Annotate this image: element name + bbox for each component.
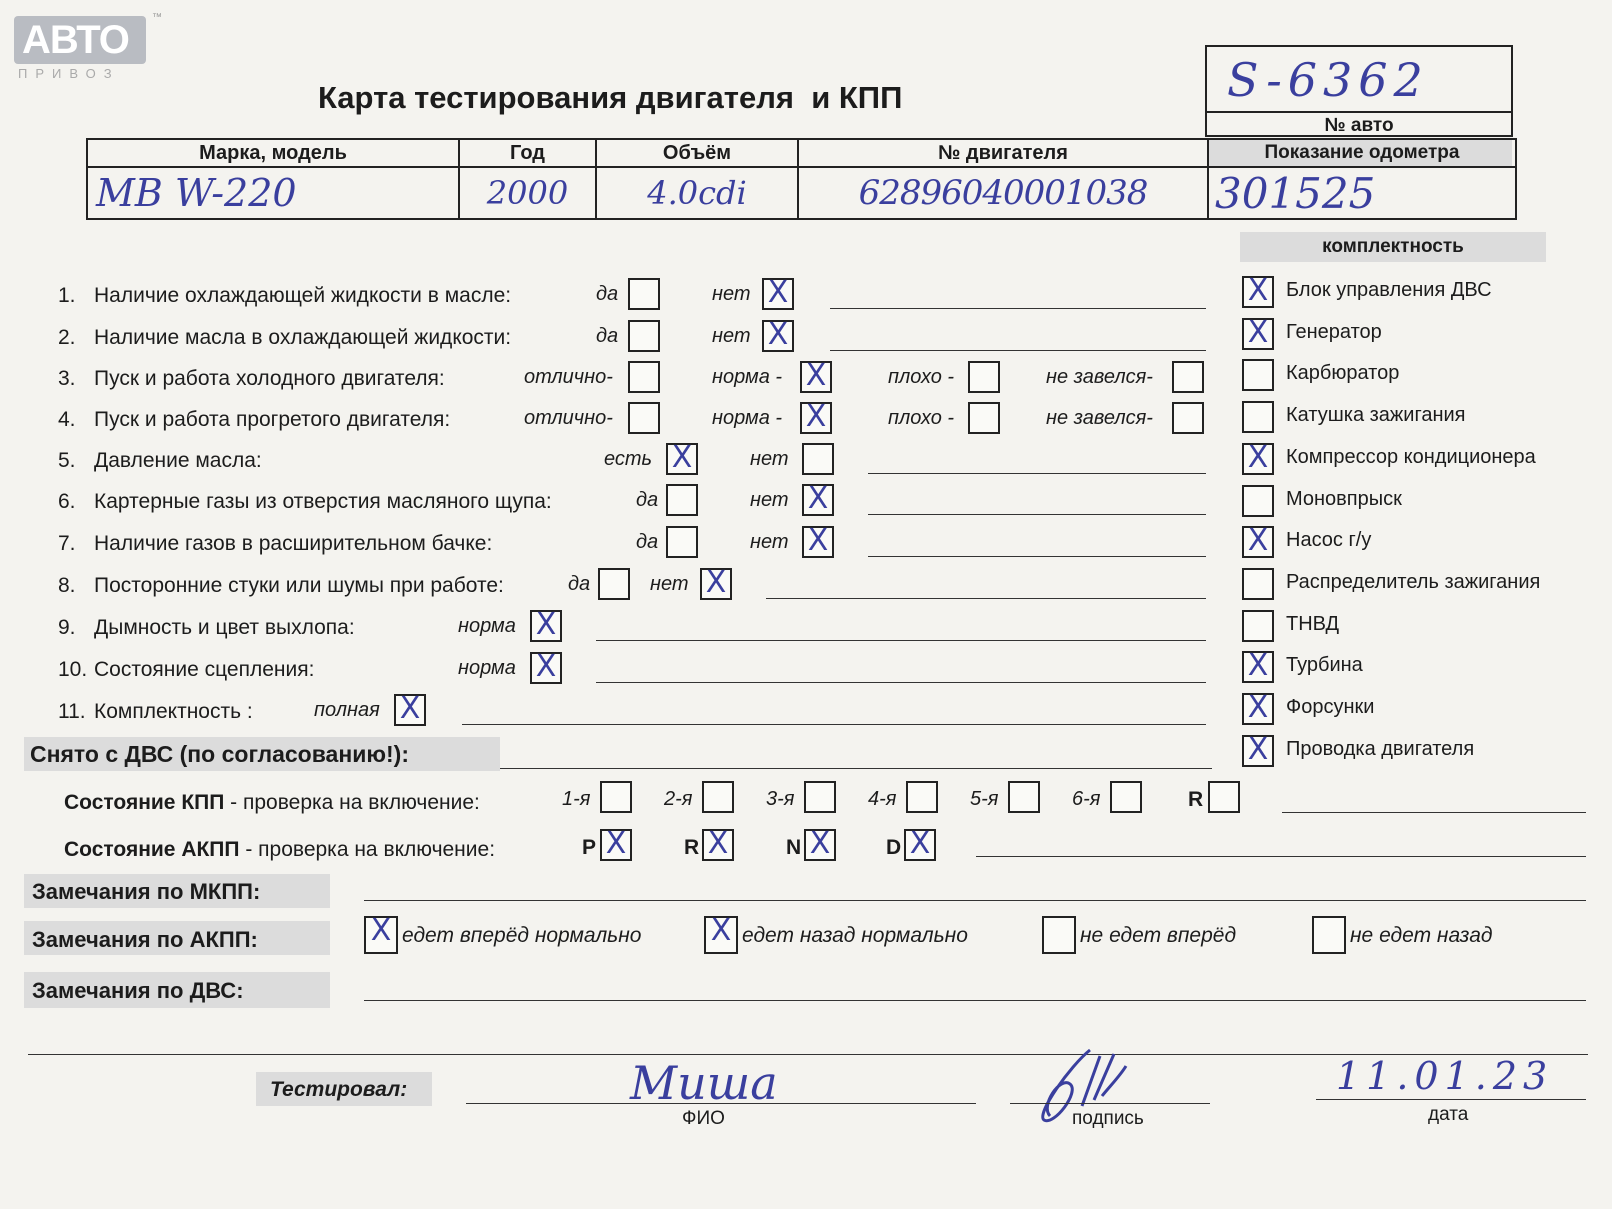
option-checkbox[interactable] [968, 402, 1000, 434]
option-checkbox[interactable] [628, 361, 660, 393]
check-mark-icon: X [370, 913, 392, 948]
check-mark-icon: X [535, 649, 557, 684]
notes-line [830, 350, 1206, 351]
notes-line [596, 682, 1206, 683]
gear-label: 4-я [868, 788, 897, 810]
completeness-checkbox[interactable] [1242, 523, 1274, 558]
tested-label: Тестировал: [270, 1078, 408, 1101]
question-number: 6. [58, 490, 76, 513]
option-checkbox[interactable] [762, 275, 794, 310]
check-mark-icon: X [710, 913, 732, 948]
check-mark-icon: X [1247, 690, 1269, 725]
option-label: норма - [712, 407, 783, 429]
logo-sub: ПРИВОЗ [18, 66, 120, 81]
option-checkbox[interactable] [1172, 402, 1204, 434]
option-checkbox[interactable] [968, 361, 1000, 393]
gear-label: D [886, 836, 902, 859]
remark-label: едет назад нормально [742, 924, 968, 947]
notes-line [766, 598, 1206, 599]
car-number-box [1205, 45, 1513, 137]
removed-line [500, 768, 1212, 769]
question-text: Наличие газов в расширительном бачке: [94, 532, 493, 555]
gear-label: R [684, 836, 700, 859]
completeness-checkbox[interactable] [1242, 568, 1274, 600]
gear-checkbox[interactable] [804, 781, 836, 813]
option-checkbox[interactable] [530, 649, 562, 684]
option-label: норма - [712, 366, 783, 388]
date-line [1316, 1099, 1586, 1100]
completeness-item-label: Карбюратор [1286, 362, 1400, 384]
option-label: нет [712, 283, 751, 305]
option-label: да [636, 489, 659, 511]
check-mark-icon: X [399, 691, 421, 726]
check-mark-icon: X [1247, 648, 1269, 683]
question-text: Состояние сцепления: [94, 658, 315, 681]
completeness-checkbox[interactable] [1242, 690, 1274, 725]
option-checkbox[interactable] [700, 565, 732, 600]
name-caption: ФИО [682, 1108, 725, 1129]
notes-line [868, 514, 1206, 515]
option-checkbox[interactable] [802, 443, 834, 475]
gear-checkbox[interactable] [804, 826, 836, 861]
make-model-value: MB W-220 [87, 167, 459, 219]
question-number: 10. [58, 658, 88, 681]
gear-checkbox[interactable] [1110, 781, 1142, 813]
option-label: норма [458, 657, 516, 679]
notes-line [868, 473, 1206, 474]
completeness-checkbox[interactable] [1242, 485, 1274, 517]
question-text: Комплектность : [94, 700, 253, 723]
check-mark-icon: X [1247, 440, 1269, 475]
gear-label: 2-я [664, 788, 693, 810]
odometer-value: 301525 [1208, 167, 1516, 219]
col-year: Год [459, 139, 596, 167]
completeness-item-label: Насос г/у [1286, 529, 1372, 551]
remark-checkbox[interactable] [364, 913, 398, 954]
check-mark-icon: X [605, 826, 627, 861]
completeness-item-label: Проводка двигателя [1286, 738, 1475, 760]
remarks-dvs-label: Замечания по ДВС: [32, 978, 244, 1003]
remark-checkbox[interactable] [704, 913, 738, 954]
akpp-label [64, 838, 495, 862]
gear-label: P [582, 836, 597, 859]
option-label: не завелся- [1046, 407, 1153, 429]
removed-label: Снято с ДВС (по согласованию!): [30, 741, 409, 767]
question-number: 8. [58, 574, 76, 597]
remark-label: не едет вперёд [1080, 924, 1237, 947]
option-checkbox[interactable] [762, 317, 794, 352]
check-mark-icon: X [671, 440, 693, 475]
completeness-title: комплектность [1322, 236, 1464, 257]
signature-line [1010, 1103, 1210, 1104]
gear-label: 1-я [562, 788, 591, 810]
completeness-item-label: Турбина [1286, 654, 1363, 676]
option-label: да [636, 531, 659, 553]
completeness-checkbox[interactable] [1242, 610, 1274, 642]
test-date: 11.01.23 [1336, 1054, 1554, 1098]
col-make-model: Марка, модель [87, 139, 459, 167]
gear-label: R [1188, 788, 1204, 811]
notes-line [868, 556, 1206, 557]
remark-label: едет вперёд нормально [402, 924, 642, 947]
remark-checkbox[interactable] [1312, 916, 1346, 954]
option-checkbox[interactable] [628, 402, 660, 434]
option-label: полная [314, 699, 380, 721]
option-label: плохо - [888, 407, 955, 429]
question-number: 2. [58, 326, 76, 349]
completeness-checkbox[interactable] [1242, 359, 1274, 391]
option-label: да [596, 325, 619, 347]
option-label: да [568, 573, 591, 595]
gear-checkbox[interactable] [906, 781, 938, 813]
check-mark-icon: X [767, 317, 789, 352]
question-number: 7. [58, 532, 76, 555]
name-line [466, 1103, 976, 1104]
question-number: 9. [58, 616, 76, 639]
option-checkbox[interactable] [394, 691, 426, 726]
option-checkbox[interactable] [666, 526, 698, 558]
kpp-label [64, 791, 480, 815]
completeness-item-label: Катушка зажигания [1286, 404, 1466, 426]
option-label: нет [750, 489, 789, 511]
notes-line [596, 640, 1206, 641]
completeness-checkbox[interactable] [1242, 273, 1274, 308]
check-mark-icon: X [909, 826, 931, 861]
akpp-label-rest: - проверка на включение: [239, 838, 496, 861]
option-label: норма [458, 615, 516, 637]
check-mark-icon: X [707, 826, 729, 861]
col-odometer: Показание одометра [1208, 139, 1516, 167]
completeness-checkbox[interactable] [1242, 732, 1274, 767]
volume-value: 4.0cdi [596, 167, 798, 219]
car-number-value: S-6362 [1227, 53, 1429, 107]
option-checkbox[interactable] [1172, 361, 1204, 393]
check-mark-icon: X [1247, 732, 1269, 767]
question-text: Наличие масла в охлаждающей жидкости: [94, 326, 512, 349]
signature-caption: подпись [1072, 1108, 1144, 1129]
completeness-item-label: ТНВД [1286, 613, 1340, 635]
option-checkbox[interactable] [802, 523, 834, 558]
gear-checkbox[interactable] [600, 781, 632, 813]
gear-checkbox[interactable] [702, 826, 734, 861]
kpp-line [1282, 812, 1586, 813]
check-mark-icon: X [705, 565, 727, 600]
option-label: да [596, 283, 619, 305]
question-text: Пуск и работа холодного двигателя: [94, 367, 445, 390]
option-label: есть [604, 448, 653, 470]
remarks-mkpp-label: Замечания по МКПП: [32, 879, 261, 904]
remarks-mkpp-line [364, 900, 1586, 901]
completeness-item-label: Распределитель зажигания [1286, 571, 1541, 593]
check-mark-icon: X [807, 523, 829, 558]
option-label: плохо - [888, 366, 955, 388]
check-mark-icon: X [805, 358, 827, 393]
option-label: отлично- [524, 366, 613, 388]
remark-label: не едет назад [1350, 924, 1493, 947]
question-number: 1. [58, 284, 76, 307]
check-mark-icon: X [767, 275, 789, 310]
akpp-line [976, 856, 1586, 857]
logo-main: АВТО [22, 18, 129, 62]
completeness-checkbox[interactable] [1242, 401, 1274, 433]
completeness-item-label: Компрессор кондиционера [1286, 446, 1536, 468]
logo [14, 12, 162, 64]
option-label: нет [750, 448, 789, 470]
remarks-akpp-label: Замечания по АКПП: [32, 927, 258, 952]
gear-label: 3-я [766, 788, 795, 810]
question-text: Давление масла: [94, 449, 262, 472]
option-checkbox[interactable] [628, 278, 660, 310]
option-label: нет [712, 325, 751, 347]
col-engine-number: № двигателя [798, 139, 1208, 167]
option-label: отлично- [524, 407, 613, 429]
option-checkbox[interactable] [598, 568, 630, 600]
completeness-checkbox[interactable] [1242, 648, 1274, 683]
engine-number-value: 62896040001038 [798, 167, 1208, 219]
option-checkbox[interactable] [802, 481, 834, 516]
completeness-checkbox[interactable] [1242, 315, 1274, 350]
question-number: 11. [58, 700, 86, 723]
remarks-dvs-line [364, 1000, 1586, 1001]
completeness-item-label: Моновпрыск [1286, 488, 1402, 510]
page-title: Карта тестирования двигателя и КПП [318, 80, 903, 115]
option-checkbox[interactable] [628, 320, 660, 352]
notes-line [830, 308, 1206, 309]
vehicle-info-table [86, 138, 1517, 220]
gear-checkbox[interactable] [600, 826, 632, 861]
question-number: 3. [58, 367, 76, 390]
akpp-label-bold: Состояние АКПП [64, 838, 240, 861]
option-checkbox[interactable] [666, 484, 698, 516]
gear-checkbox[interactable] [904, 826, 936, 861]
check-mark-icon: X [535, 607, 557, 642]
logo-tm: ™ [152, 12, 162, 23]
year-value: 2000 [459, 167, 596, 219]
check-mark-icon: X [1247, 273, 1269, 308]
check-mark-icon: X [807, 481, 829, 516]
car-number-label: № авто [1207, 111, 1511, 137]
tester-name: Миша [630, 1056, 778, 1110]
kpp-label-rest: - проверка на включение: [224, 791, 480, 814]
col-volume: Объём [596, 139, 798, 167]
question-number: 5. [58, 449, 76, 472]
option-label: нет [750, 531, 789, 553]
date-caption: дата [1428, 1104, 1469, 1125]
option-label: не завелся- [1046, 366, 1153, 388]
option-checkbox[interactable] [800, 399, 832, 434]
gear-label: 6-я [1072, 788, 1101, 810]
completeness-item-label: Форсунки [1286, 696, 1375, 718]
completeness-item-label: Генератор [1286, 321, 1382, 343]
check-mark-icon: X [1247, 315, 1269, 350]
option-checkbox[interactable] [666, 440, 698, 475]
completeness-checkbox[interactable] [1242, 440, 1274, 475]
remark-checkbox[interactable] [1042, 916, 1076, 954]
check-mark-icon: X [805, 399, 827, 434]
gear-label: 5-я [970, 788, 999, 810]
gear-checkbox[interactable] [1008, 781, 1040, 813]
check-mark-icon: X [1247, 523, 1269, 558]
option-checkbox[interactable] [530, 607, 562, 642]
gear-label: N [786, 836, 802, 859]
check-mark-icon: X [809, 826, 831, 861]
question-number: 4. [58, 408, 76, 431]
completeness-item-label: Блок управления ДВС [1286, 279, 1492, 301]
question-text: Дымность и цвет выхлопа: [94, 616, 355, 639]
question-text: Пуск и работа прогретого двигателя: [94, 408, 451, 431]
notes-line [462, 724, 1206, 725]
option-checkbox[interactable] [800, 358, 832, 393]
question-text: Посторонние стуки или шумы при работе: [94, 574, 504, 597]
kpp-label-bold: Состояние КПП [64, 791, 225, 814]
option-label: нет [650, 573, 689, 595]
question-text: Картерные газы из отверстия масляного щупа: [94, 490, 552, 513]
gear-checkbox[interactable] [1208, 781, 1240, 813]
gear-checkbox[interactable] [702, 781, 734, 813]
question-text: Наличие охлаждающей жидкости в масле: [94, 284, 512, 307]
